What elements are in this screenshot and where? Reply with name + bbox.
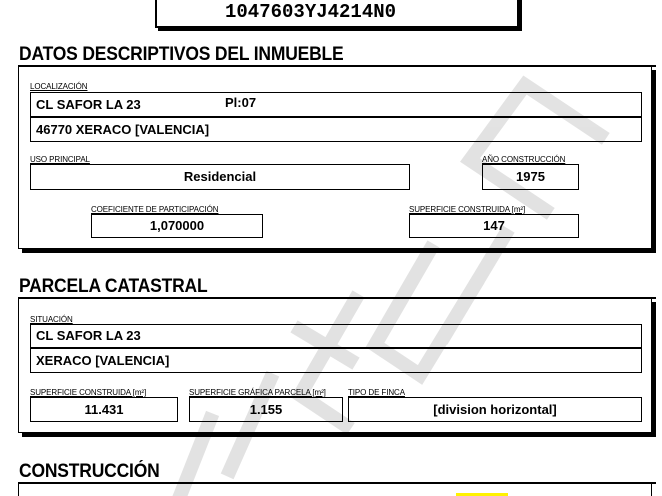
graphic-area-label: SUPERFICIE GRÁFICA PARCELA [m²]	[189, 388, 326, 397]
parcel-built-area-label: SUPERFICIE CONSTRUIDA [m²]	[30, 388, 147, 397]
coef-field	[91, 214, 263, 238]
built-area-label: SUPERFICIE CONSTRUIDA [m²]	[409, 205, 526, 214]
situation-label: SITUACIÓN	[30, 315, 73, 324]
cadastral-reference: 1047603YJ4214N0	[225, 1, 397, 23]
descriptive-panel	[18, 66, 652, 249]
graphic-area-value: 1.155	[249, 402, 283, 417]
parcel-built-area-field	[30, 397, 178, 422]
graphic-area-field	[189, 397, 343, 422]
address-line2-field	[30, 117, 642, 142]
use-value: Residencial	[183, 169, 257, 184]
descriptive-section-title: DATOS DESCRIPTIVOS DEL INMUEBLE	[19, 44, 344, 65]
address-line2: 46770 XERACO [VALENCIA]	[36, 122, 210, 137]
parcel-section-title: PARCELA CATASTRAL	[19, 276, 208, 297]
farm-type-field	[348, 397, 642, 422]
location-label: LOCALIZACIÓN	[30, 82, 88, 91]
built-area-value: 147	[483, 218, 505, 233]
address-line1-field	[30, 92, 642, 117]
use-field	[30, 164, 410, 190]
situation-line2-field	[30, 348, 642, 373]
situation-line1: CL SAFOR LA 23	[36, 328, 141, 343]
cadastral-reference-box	[155, 0, 519, 28]
address-floor: Pl:07	[225, 95, 257, 110]
use-label: USO PRINCIPAL	[30, 155, 90, 164]
construction-section-title: CONSTRUCCIÓN	[19, 461, 160, 482]
parcel-panel	[18, 298, 652, 433]
farm-type-label: TIPO DE FINCA	[348, 388, 405, 397]
built-area-field	[409, 214, 579, 238]
farm-type-value: [division horizontal]	[433, 402, 557, 417]
construction-panel	[18, 483, 652, 496]
address-line1: CL SAFOR LA 23	[36, 97, 141, 112]
year-value: 1975	[516, 169, 545, 184]
situation-line1-field	[30, 324, 642, 348]
coef-value: 1,070000	[149, 218, 205, 233]
parcel-built-area-value: 11.431	[84, 402, 124, 417]
coef-label: COEFICIENTE DE PARTICIPACIÓN	[91, 205, 219, 214]
year-field	[482, 164, 579, 190]
situation-line2: XERACO [VALENCIA]	[36, 353, 170, 368]
year-label: AÑO CONSTRUCCIÓN	[482, 155, 566, 164]
